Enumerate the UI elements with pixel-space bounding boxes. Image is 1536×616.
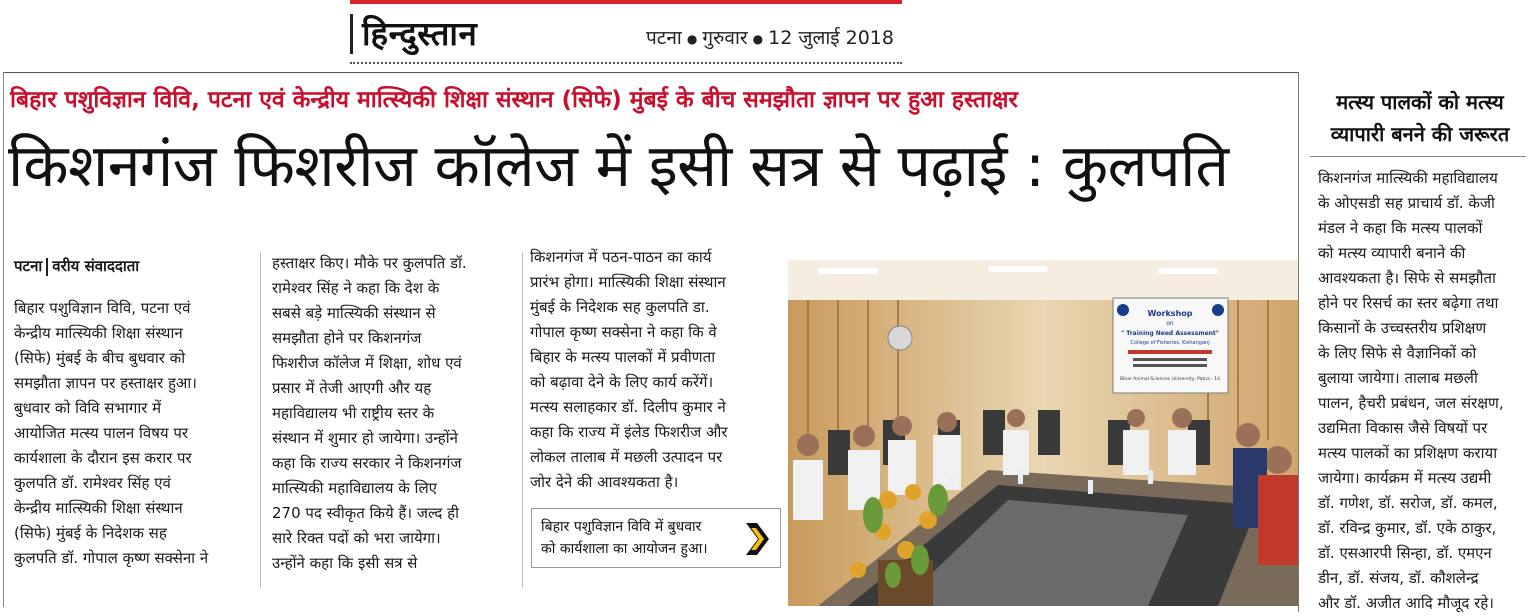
dateline-city: पटना: [646, 27, 682, 49]
side-line: डॉ. एसआरपी सिन्हा, डॉ. एमएन: [1318, 544, 1492, 562]
side-headline-line: व्यापारी बनने की जरूरत: [1330, 122, 1510, 146]
side-line: आवश्यकता है। सिफे से समझौता: [1318, 269, 1496, 287]
banner-line-1: Workshop: [1147, 309, 1193, 318]
banner-line-4: College of Fisheries, Kishanganj: [1130, 340, 1210, 346]
column-line: फिशरीज कॉलेज में शिक्षा, शोध एवं: [272, 354, 462, 372]
story-column-1: [14, 296, 250, 571]
side-story-body: [1318, 166, 1530, 616]
column-line: आयोजित मत्स्य पालन विषय पर: [14, 424, 189, 442]
column-line: मुंबई के निदेशक सह कुलपति डा.: [530, 298, 710, 316]
chevron-right-icon: [744, 522, 770, 556]
column-line: कार्यशाला के दौरान इस करार पर: [14, 449, 192, 467]
side-line: डॉ. गणेश, डॉ. सरोज, डॉ. कमल,: [1318, 494, 1498, 512]
side-line: के ओएसडी सह प्राचार्य डॉ. केजी: [1318, 194, 1495, 212]
column-line: समझौता ज्ञापन पर हस्ताक्षर हुआ।: [14, 374, 197, 392]
byline-place: पटना: [14, 257, 43, 275]
side-column-rule: [1298, 72, 1299, 612]
column-divider: [260, 252, 261, 588]
story-headline: किशनगंज फिशरीज कॉलेज में इसी सत्र से पढ़ाई : कुलपति: [8, 131, 1229, 200]
column-divider: [522, 252, 523, 588]
side-line: किसानों के उच्चस्तरीय प्रशिक्षण: [1318, 319, 1487, 337]
bullet-icon: ●: [752, 31, 764, 46]
column-line: बिहार के मत्स्य पालकों में प्रवीणता: [530, 348, 716, 366]
side-line: जायेगा। कार्यक्रम में मत्स्य उद्यमी: [1318, 469, 1492, 487]
side-line: के लिए सिफे से वैज्ञानिकों को: [1318, 344, 1477, 362]
column-line: मात्स्यिकी महाविद्यालय के लिए: [272, 479, 437, 497]
side-line: किशनगंज मात्स्यिकी महाविद्यालय: [1318, 169, 1498, 187]
banner-line-2: on: [1166, 320, 1174, 327]
side-line: को मत्स्य व्यापारी बनाने की: [1318, 244, 1466, 262]
side-line: और डॉ. अजीत आदि मौजूद रहे।: [1318, 594, 1494, 612]
workshop-photo-illustration: [788, 260, 1298, 606]
side-line: डीन, डॉ. संजय, डॉ. कौशलेन्द्र: [1318, 569, 1479, 587]
column-line: को बढ़ावा देने के लिए कार्य करेंगें।: [530, 373, 714, 391]
masthead-top-rule: [350, 0, 902, 4]
column-line: रामेश्वर सिंह ने कहा कि देश के: [272, 279, 440, 297]
side-line: होने पर रिसर्च का स्तर बढ़ेगा तथा: [1318, 294, 1499, 312]
column-line: गोपाल कृष्ण सक्सेना ने कहा कि वे: [530, 323, 717, 341]
side-line: बुलाया जायेगा। तालाब मछली: [1318, 369, 1478, 387]
column-line: उन्होंने कहा कि इसी सत्र से: [272, 554, 418, 572]
dateline-day: गुरुवार: [702, 27, 748, 49]
column-line: कहा कि राज्य सरकार ने किशनगंज: [272, 454, 462, 472]
dateline-date: 12 जुलाई 2018: [768, 27, 894, 49]
column-line: कुलपति डॉ. रामेश्वर सिंह एवं: [14, 474, 171, 492]
column-line: मत्स्य सलाहकार डॉ. दिलीप कुमार ने: [530, 398, 726, 416]
column-line: केन्द्रीय मात्स्यिकी शिक्षा संस्थान: [14, 324, 183, 342]
byline: [14, 256, 139, 276]
column-line: समझौता होने पर किशनगंज: [272, 329, 422, 347]
side-line: मत्स्य पालकों का प्रशिक्षण कराया: [1318, 444, 1498, 462]
column-line: किशनगंज में पठन-पाठन का कार्य: [530, 248, 712, 266]
side-story-headline: [1310, 86, 1530, 150]
side-headline-line: मत्स्य पालकों को मत्स्य: [1336, 90, 1504, 114]
side-line: डॉ. रविन्द्र कुमार, डॉ. एके ठाकुर,: [1318, 519, 1497, 537]
dateline: [646, 24, 894, 50]
column-line: सारे रिक्त पदों को भरा जायेगा।: [272, 529, 441, 547]
newspaper-name: हिन्दुस्तान: [362, 14, 478, 53]
side-line: पालन, हैचरी प्रबंधन, जल संरक्षण,: [1318, 394, 1504, 412]
photo-caption: [541, 516, 741, 560]
column-line: संस्थान में शुमार हो जायेगा। उन्होंने: [272, 429, 458, 447]
byline-author: वरीय संवाददाता: [52, 257, 140, 275]
byline-separator: [46, 258, 48, 276]
column-line: (सिफे) मुंबई के बीच बुधवार को: [14, 349, 186, 367]
side-story-separator: [1310, 156, 1526, 157]
story-column-2: [272, 251, 514, 576]
story-kicker: बिहार पशुविज्ञान विवि, पटना एवं केन्द्रीय मात्स्यिकी शिक्षा संस्थान (सिफे) मुंबई के बीच समझौता ज्ञापन पर हुआ हस्ताक्षर: [10, 87, 1018, 113]
workshop-photo: [788, 260, 1298, 606]
column-line: प्रारंभ होगा। मात्स्यिकी शिक्षा संस्थान: [530, 273, 726, 291]
bullet-icon: ●: [686, 31, 698, 46]
caption-line: बिहार पशुविज्ञान विवि में बुधवार: [541, 519, 702, 535]
banner-line-5: Bihar Animal Sciences University, Patna - 14: [1120, 377, 1220, 382]
column-line: (सिफे) मुंबई के निदेशक सह: [14, 524, 167, 542]
column-line: बिहार पशुविज्ञान विवि, पटना एवं: [14, 299, 191, 317]
column-line: लोकल तालाब में मछली उत्पादन पर: [530, 448, 723, 466]
masthead-bar: [350, 14, 353, 54]
column-line: बुधवार को विवि सभागार में: [14, 399, 162, 417]
side-line: मंडल ने कहा कि मत्स्य पालकों: [1318, 219, 1483, 237]
story-column-3: [530, 245, 776, 495]
column-line: कुलपति डॉ. गोपाल कृष्ण सक्सेना ने: [14, 549, 209, 567]
column-line: हस्ताक्षर किए। मौके पर कुलपति डॉ.: [272, 254, 467, 272]
banner-line-3: " Training Need Assessment": [1121, 330, 1219, 337]
side-line: उद्यमिता विकास जैसे विषयों पर: [1318, 419, 1488, 437]
column-line: 270 पद स्वीकृत किये हैं। जल्द ही: [272, 504, 460, 522]
column-line: जोर देने की आवश्यकता है।: [530, 473, 679, 491]
column-line: सबसे बड़े मात्स्यिकी संस्थान से: [272, 304, 436, 322]
caption-line: को कार्यशाला का आयोजन हुआ।: [541, 541, 708, 557]
column-line: प्रसार में तेजी आएगी और यह: [272, 379, 432, 397]
column-line: कहा कि राज्य में इंलेड फिशरीज और: [530, 423, 728, 441]
masthead-dotted-rule: [350, 62, 902, 64]
column-line: महाविद्यालय भी राष्ट्रीय स्तर के: [272, 404, 435, 422]
column-line: केन्द्रीय मात्स्यिकी शिक्षा संस्थान: [14, 499, 183, 517]
